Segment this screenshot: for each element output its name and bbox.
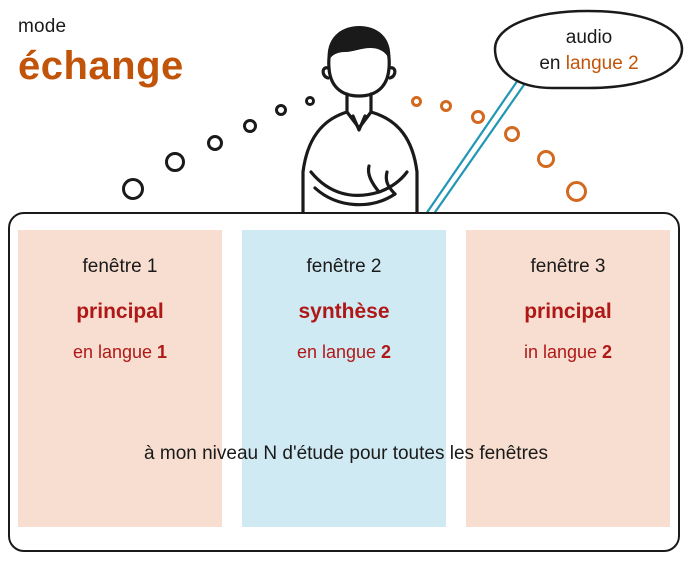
window-2-title: fenêtre 2 [306, 256, 382, 277]
window-2-language-prefix: en langue [296, 342, 382, 362]
mode-label: mode [18, 16, 67, 37]
bubble-4-icon [243, 119, 257, 133]
window-1-language [18, 342, 222, 363]
person-illustration [275, 22, 445, 217]
window-3-language-number: 2 [602, 342, 613, 362]
window-column-1 [18, 230, 222, 527]
window-column-2 [242, 230, 446, 527]
window-3-role: principal [524, 300, 612, 323]
balloon-text [505, 25, 673, 77]
bubble-9-icon [471, 110, 485, 124]
balloon-line-2-prefix: en [539, 53, 566, 74]
bubble-11-icon [537, 150, 555, 168]
window-2-language-number: 2 [381, 342, 392, 362]
window-1-title: fenêtre 1 [82, 256, 158, 277]
window-3-title: fenêtre 3 [530, 256, 606, 277]
window-3-language-prefix: in langue [523, 342, 603, 362]
window-1-language-prefix: en langue [72, 342, 158, 362]
bubble-1-icon [122, 178, 144, 200]
window-1-role: principal [76, 300, 164, 323]
bubble-10-icon [504, 126, 520, 142]
window-2-role: synthèse [298, 300, 390, 323]
mode-title: échange [18, 44, 184, 88]
windows-columns [18, 230, 670, 527]
footer-note: à mon niveau N d'étude pour toutes les fenêtres [144, 443, 548, 464]
bubble-12-icon [566, 181, 587, 202]
bubble-2-icon [165, 152, 185, 172]
bubble-3-icon [207, 135, 223, 151]
balloon-line-2-accent: langue 2 [565, 53, 639, 74]
window-1-language-number: 1 [157, 342, 168, 362]
window-3-language [466, 342, 670, 363]
balloon-line-1: audio [565, 27, 613, 48]
window-2-language [242, 342, 446, 363]
window-column-3 [466, 230, 670, 527]
